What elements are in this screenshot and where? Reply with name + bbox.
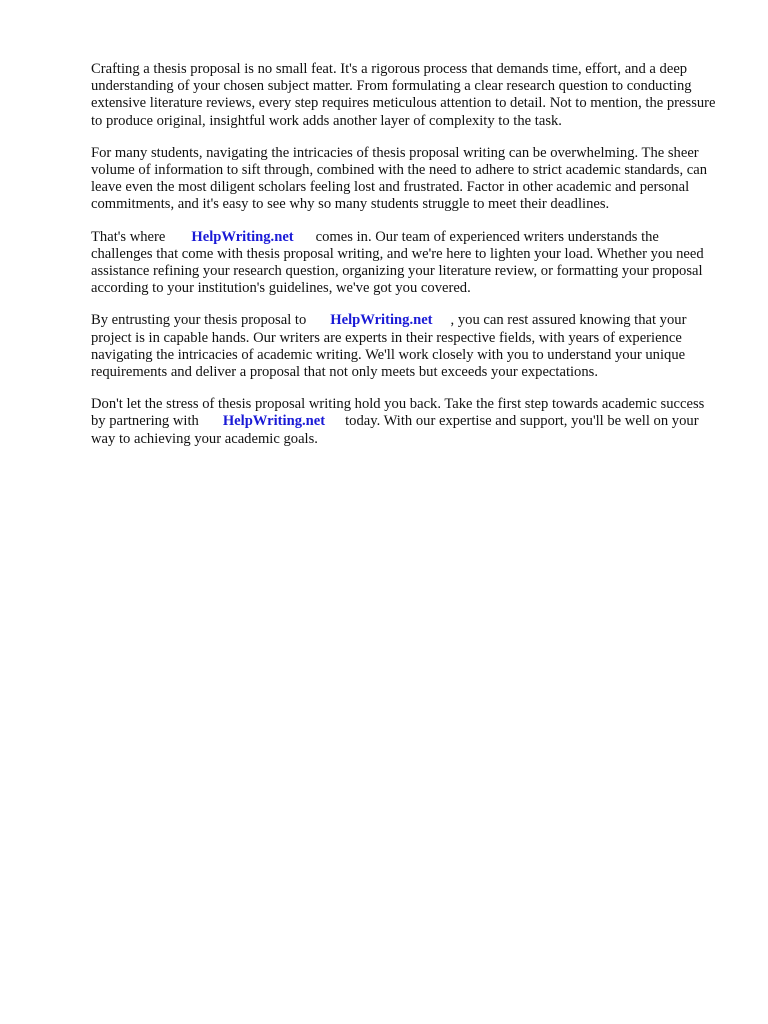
paragraph-text-before-link: Don't let the stress of thesis proposal writing hold you back. Take the first step towards academic success by partnering with: [91, 396, 705, 430]
document-body: [91, 61, 721, 463]
paragraph-text-before-link: That's where: [91, 228, 166, 245]
paragraph-text-after-link: comes in. Our team of experienced writers understands the challenges that come with thesis proposal writing, and we're here to lighten your load. Whether you need assistance refining your research question, organizing your literature review, or formatting your proposal according to your institution's guidelines, we've got you covered.: [91, 228, 704, 297]
helpwriting-link[interactable]: HelpWriting.net: [191, 228, 294, 245]
helpwriting-link[interactable]: HelpWriting.net: [222, 413, 326, 430]
helpwriting-link[interactable]: HelpWriting.net: [330, 312, 433, 329]
paragraph-intro: Crafting a thesis proposal is no small feat. It's a rigorous process that demands time, effort, and a deep understanding of your chosen subject matter. From formulating a clear research question to conducting extensive literature reviews, every step requires meticulous attention to detail. Not to mention, the pressure to produce original, insightful work adds another layer of complexity to the task.: [91, 61, 716, 129]
paragraph-text-after-link: , you can rest assured knowing that your project is in capable hands. Our writers are experts in their respective fields, with years of experience navigating the intricacies of academic writing. We'll work closely with you to understand your unique requirements and deliver a proposal that not only meets but exceeds your expectations.: [91, 312, 687, 381]
paragraph-service-intro: [91, 229, 721, 298]
paragraph-text-before-link: By entrusting your thesis proposal to: [91, 312, 307, 329]
paragraph-call-to-action: [91, 396, 721, 448]
paragraph-text-after-link: today. With our expertise and support, you'll be well on your way to achieving your academic goals.: [91, 413, 699, 447]
paragraph-challenges: For many students, navigating the intricacies of thesis proposal writing can be overwhelming. The sheer volume of information to sift through, combined with the need to adhere to strict academic standards, can leave even the most diligent scholars feeling lost and frustrated. Factor in other academic and personal commitments, and it's easy to see why so many students struggle to meet their deadlines.: [91, 144, 708, 213]
paragraph-trust: [91, 312, 721, 381]
